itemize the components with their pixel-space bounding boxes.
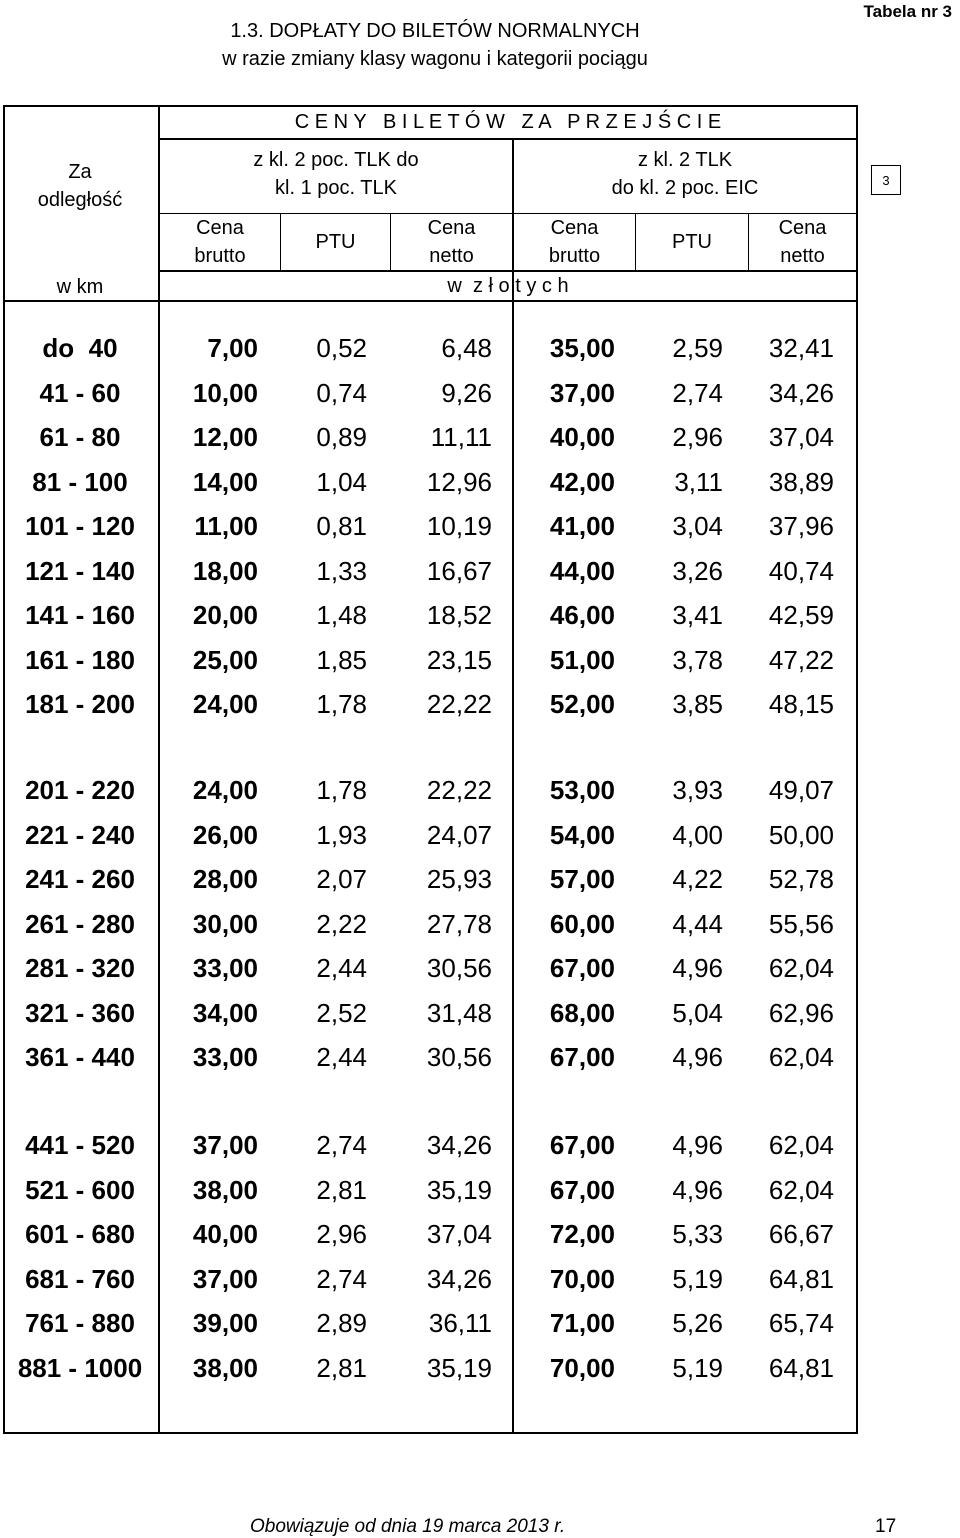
table-cell-f: 62,96: [768, 997, 834, 1028]
table-cell-d: 37,00: [549, 377, 615, 408]
header-ptu-1: PTU: [315, 231, 356, 253]
table-cell-d: 72,00: [549, 1219, 615, 1249]
header-w-zlotych: w z ł o t y c h: [447, 275, 569, 297]
table-cell-a: 39,00: [192, 1308, 258, 1338]
table-cell-b: 2,89: [316, 1308, 367, 1338]
table-cell-c: 6,48: [441, 333, 492, 363]
table-cell-distance: 441 - 520: [25, 1130, 135, 1160]
page-subtitle: w razie zmiany klasy wagonu i kategorii pociągu: [222, 48, 648, 70]
header-ceny-biletow: C E N Y B I L E T Ó W Z A P R Z E J Ś C I E: [294, 111, 722, 133]
table-cell-b: 2,74: [316, 1130, 367, 1160]
table-cell-c: 16,67: [426, 555, 492, 586]
table-cell-e: 3,78: [672, 644, 723, 675]
page-title: 1.3. DOPŁATY DO BILETÓW NORMALNYCH: [230, 20, 640, 42]
table-cell-b: 0,52: [316, 333, 367, 363]
table-cell-d: 44,00: [549, 555, 615, 586]
table-cell-a: 24,00: [192, 689, 258, 719]
table-cell-f: 62,04: [768, 1174, 834, 1205]
table-cell-e: 2,59: [672, 333, 723, 363]
table-cell-b: 0,81: [316, 511, 367, 541]
table-cell-c: 35,19: [426, 1174, 492, 1205]
table-cell-distance: 121 - 140: [25, 555, 135, 586]
table-cell-f: 52,78: [768, 864, 834, 894]
table-cell-c: 31,48: [426, 997, 492, 1028]
table-cell-c: 11,11: [430, 422, 492, 452]
table-cell-f: 42,59: [768, 600, 834, 630]
table-cell-f: 62,04: [768, 1042, 834, 1072]
table-cell-b: 2,81: [316, 1352, 367, 1383]
table-cell-e: 3,11: [674, 466, 723, 497]
table-cell-e: 4,44: [672, 908, 723, 939]
table-cell-a: 38,00: [192, 1352, 258, 1383]
table-cell-f: 37,04: [768, 422, 834, 452]
table-cell-a: 30,00: [192, 908, 258, 939]
table-cell-a: 18,00: [192, 555, 258, 586]
table-cell-e: 4,96: [672, 953, 723, 983]
table-cell-distance: do 40: [42, 333, 118, 363]
table-cell-c: 10,19: [426, 511, 492, 541]
table-cell-f: 50,00: [768, 819, 834, 850]
table-cell-distance: 881 - 1000: [17, 1352, 143, 1383]
header-cena-netto-2: Cena netto: [778, 217, 827, 267]
table-cell-f: 47,22: [768, 644, 834, 675]
table-cell-distance: 61 - 80: [39, 422, 121, 452]
table-cell-c: 30,56: [426, 1042, 492, 1072]
table-cell-a: 33,00: [192, 953, 258, 983]
table-cell-b: 0,89: [316, 422, 367, 452]
table-cell-e: 5,19: [672, 1263, 723, 1294]
table-cell-c: 35,19: [426, 1352, 492, 1383]
table-cell-distance: 261 - 280: [25, 908, 135, 939]
table-cell-b: 0,74: [316, 377, 367, 408]
header-group-eic: z kl. 2 TLK do kl. 2 poc. EIC: [611, 149, 759, 199]
table-cell-c: 12,96: [426, 466, 492, 497]
table-cell-distance: 221 - 240: [25, 819, 135, 850]
table-cell-f: 62,04: [768, 953, 834, 983]
table-cell-d: 67,00: [549, 953, 615, 983]
side-badge: 3: [871, 165, 901, 195]
table-cell-a: 10,00: [192, 377, 258, 408]
table-cell-distance: 101 - 120: [25, 511, 135, 541]
header-ptu-2: PTU: [672, 231, 712, 253]
table-cell-distance: 81 - 100: [32, 466, 128, 497]
table-cell-c: 22,22: [426, 775, 492, 805]
table-cell-d: 67,00: [549, 1174, 615, 1205]
table-cell-e: 4,00: [672, 819, 723, 850]
table-cell-d: 51,00: [549, 644, 615, 675]
header-cena-brutto-1: Cena brutto: [194, 217, 246, 267]
table-cell-distance: 161 - 180: [25, 644, 135, 675]
table-cell-distance: 141 - 160: [25, 600, 135, 630]
table-cell-a: 25,00: [192, 644, 258, 675]
table-cell-c: 27,78: [426, 908, 492, 939]
table-cell-distance: 761 - 880: [25, 1308, 135, 1338]
header-w-km: w km: [56, 276, 104, 298]
table-cell-b: 1,85: [316, 644, 367, 675]
table-cell-f: 49,07: [768, 775, 834, 805]
table-cell-a: 11,00: [194, 511, 258, 541]
table-cell-e: 3,26: [672, 555, 723, 586]
table-cell-c: 9,26: [441, 377, 492, 408]
table-cell-d: 71,00: [549, 1308, 615, 1338]
table-cell-a: 40,00: [192, 1219, 258, 1249]
table-cell-d: 68,00: [549, 997, 615, 1028]
table-cell-b: 1,93: [316, 819, 367, 850]
table-cell-e: 4,96: [672, 1042, 723, 1072]
table-cell-b: 2,52: [316, 997, 367, 1028]
table-cell-d: 67,00: [549, 1130, 615, 1160]
table-cell-f: 37,96: [768, 511, 834, 541]
table-cell-d: 70,00: [549, 1352, 615, 1383]
table-cell-f: 62,04: [768, 1130, 834, 1160]
table-cell-d: 54,00: [549, 819, 615, 850]
table-cell-d: 67,00: [549, 1042, 615, 1072]
table-cell-f: 65,74: [768, 1308, 834, 1338]
table-cell-c: 34,26: [426, 1130, 492, 1160]
table-cell-a: 7,00: [207, 333, 258, 363]
table-cell-a: 14,00: [192, 466, 258, 497]
table-cell-c: 24,07: [426, 819, 492, 850]
table-cell-f: 64,81: [768, 1263, 834, 1294]
validity-note: Obowiązuje od dnia 19 marca 2013 r.: [250, 1516, 566, 1537]
table-cell-c: 36,11: [428, 1308, 492, 1338]
table-cell-d: 41,00: [549, 511, 615, 541]
table-cell-a: 26,00: [192, 819, 258, 850]
table-cell-f: 55,56: [768, 908, 834, 939]
table-cell-b: 1,04: [316, 466, 367, 497]
table-cell-d: 52,00: [549, 689, 615, 719]
table-cell-e: 5,26: [672, 1308, 723, 1338]
table-cell-a: 38,00: [192, 1174, 258, 1205]
table-cell-f: 32,41: [768, 333, 834, 363]
table-cell-b: 2,96: [316, 1219, 367, 1249]
header-cena-netto-1: Cena netto: [427, 217, 476, 267]
table-cell-f: 66,67: [768, 1219, 834, 1249]
table-cell-distance: 521 - 600: [25, 1174, 135, 1205]
table-cell-d: 70,00: [549, 1263, 615, 1294]
table-cell-c: 25,93: [426, 864, 492, 894]
table-cell-d: 57,00: [549, 864, 615, 894]
table-cell-b: 2,22: [316, 908, 367, 939]
table-cell-a: 28,00: [192, 864, 258, 894]
table-cell-e: 5,04: [672, 997, 723, 1028]
table-cell-b: 2,74: [316, 1263, 367, 1294]
table-cell-b: 2,44: [316, 953, 367, 983]
table-cell-d: 42,00: [549, 466, 615, 497]
table-cell-e: 2,96: [672, 422, 723, 452]
table-cell-distance: 201 - 220: [25, 775, 135, 805]
table-cell-distance: 321 - 360: [25, 997, 135, 1028]
table-cell-b: 1,78: [316, 775, 367, 805]
table-cell-b: 2,81: [316, 1174, 367, 1205]
table-cell-a: 34,00: [192, 997, 258, 1028]
table-cell-f: 34,26: [768, 377, 834, 408]
table-cell-c: 37,04: [426, 1219, 492, 1249]
table-cell-distance: 281 - 320: [25, 953, 135, 983]
table-cell-e: 3,41: [672, 600, 723, 630]
table-cell-distance: 361 - 440: [25, 1042, 135, 1072]
table-cell-e: 3,04: [672, 511, 723, 541]
table-cell-e: 3,85: [672, 689, 723, 719]
table-cell-distance: 601 - 680: [25, 1219, 135, 1249]
table-cell-c: 23,15: [426, 644, 492, 675]
table-cell-d: 53,00: [549, 775, 615, 805]
table-cell-f: 64,81: [768, 1352, 834, 1383]
table-cell-d: 40,00: [549, 422, 615, 452]
table-cell-a: 12,00: [192, 422, 258, 452]
table-cell-e: 4,22: [672, 864, 723, 894]
table-cell-e: 2,74: [672, 377, 723, 408]
table-cell-a: 37,00: [192, 1263, 258, 1294]
table-cell-a: 37,00: [192, 1130, 258, 1160]
table-cell-e: 3,93: [672, 775, 723, 805]
table-cell-b: 1,48: [316, 600, 367, 630]
table-cell-c: 30,56: [426, 953, 492, 983]
table-cell-b: 1,78: [316, 689, 367, 719]
table-cell-a: 33,00: [192, 1042, 258, 1072]
table-number-label: Tabela nr 3: [863, 2, 952, 21]
header-distance: Za odległość: [37, 161, 123, 211]
table-cell-a: 20,00: [192, 600, 258, 630]
table-cell-f: 38,89: [768, 466, 834, 497]
table-cell-a: 24,00: [192, 775, 258, 805]
table-cell-e: 5,33: [672, 1219, 723, 1249]
table-cell-f: 40,74: [768, 555, 834, 586]
table-cell-d: 60,00: [549, 908, 615, 939]
table-cell-e: 4,96: [672, 1130, 723, 1160]
table-cell-c: 22,22: [426, 689, 492, 719]
table-cell-b: 1,33: [316, 555, 367, 586]
table-cell-d: 35,00: [549, 333, 615, 363]
table-cell-c: 34,26: [426, 1263, 492, 1294]
table-cell-f: 48,15: [768, 689, 834, 719]
header-group-tlk: z kl. 2 poc. TLK do kl. 1 poc. TLK: [253, 149, 419, 199]
page-number: 17: [875, 1516, 897, 1537]
table-cell-e: 4,96: [672, 1174, 723, 1205]
table-cell-distance: 41 - 60: [39, 377, 121, 408]
table-cell-b: 2,44: [316, 1042, 367, 1072]
table-cell-distance: 681 - 760: [25, 1263, 135, 1294]
table-cell-c: 18,52: [426, 600, 492, 630]
table-cell-d: 46,00: [549, 600, 615, 630]
table-cell-distance: 241 - 260: [25, 864, 135, 894]
table-cell-e: 5,19: [672, 1352, 723, 1383]
table-cell-distance: 181 - 200: [25, 689, 135, 719]
table-cell-b: 2,07: [316, 864, 367, 894]
header-cena-brutto-2: Cena brutto: [548, 217, 601, 267]
